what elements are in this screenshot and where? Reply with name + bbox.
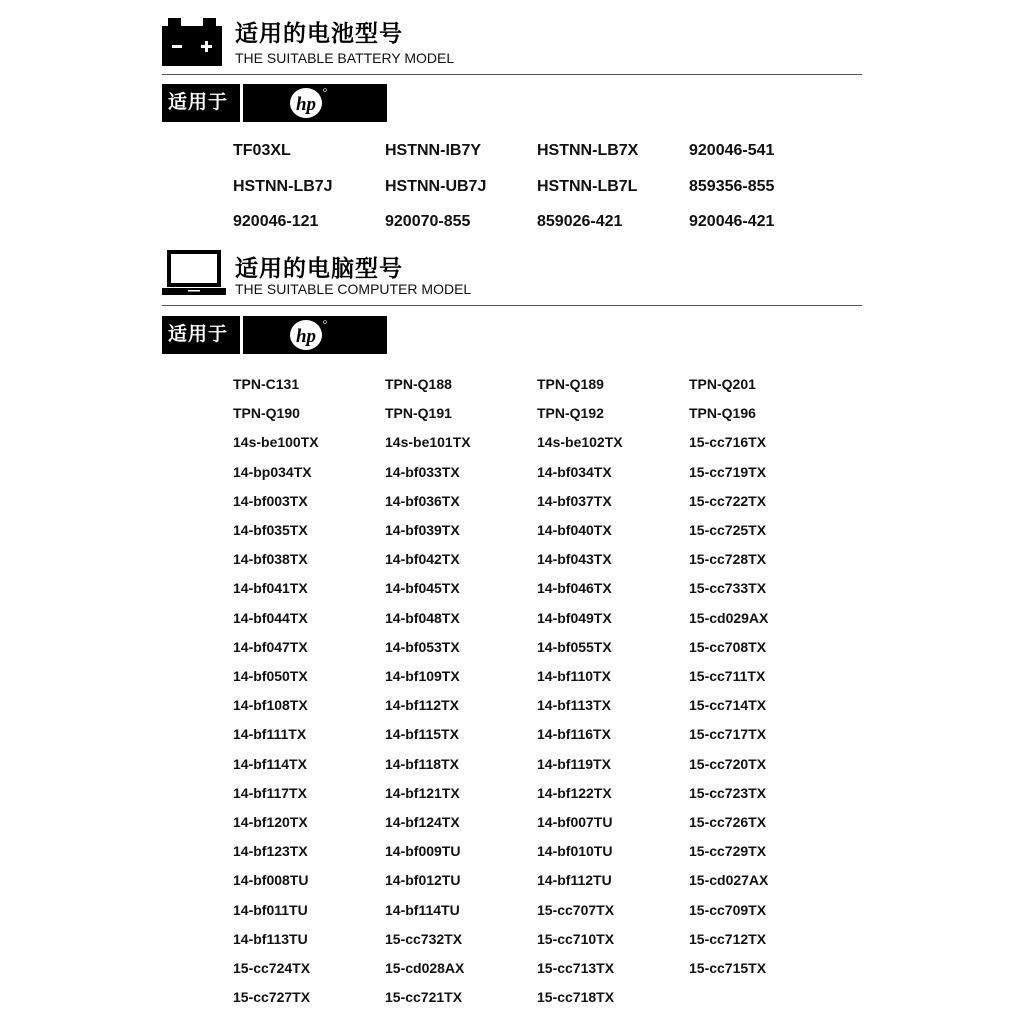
model-cell: 14-bf012TU [385, 872, 461, 889]
model-cell: 14-bf115TX [385, 726, 459, 743]
model-cell: TPN-C131 [233, 376, 300, 392]
model-cell: HSTNN-LB7X [537, 142, 639, 159]
model-cell: 14-bf034TX [537, 463, 612, 480]
model-cell: 15-cd028AX [385, 960, 465, 976]
computer-divider [162, 305, 862, 306]
model-cell: 14-bf042TX [385, 551, 460, 568]
model-cell: HSTNN-LB7L [537, 177, 638, 195]
model-cell: 14-bf010TU [537, 843, 613, 860]
model-cell: 15-cc708TX [689, 638, 767, 655]
model-cell: 14-bf120TX [233, 814, 308, 830]
model-cell: 920070-855 [385, 213, 471, 230]
model-cell: 14-bf011TU [233, 901, 308, 918]
model-cell: TPN-Q189 [537, 376, 604, 392]
computer-title-cn: 适用的电脑型号 [235, 255, 403, 281]
model-cell: 14-bf040TX [537, 522, 612, 538]
model-cell: 920046-121 [233, 213, 319, 230]
laptop-icon [162, 250, 226, 298]
battery-divider [162, 74, 862, 75]
model-cell: 14-bf118TX [385, 755, 459, 772]
hp-logo-text: hp [295, 326, 317, 347]
model-cell: 15-cc725TX [689, 522, 767, 538]
model-cell: 14-bf043TX [537, 551, 612, 568]
model-cell: 920046-541 [689, 142, 775, 159]
model-cell: 15-cc713TX [537, 960, 615, 976]
model-cell: 859356-855 [689, 177, 775, 195]
model-cell: 15-cc715TX [689, 960, 767, 976]
model-cell: 14-bf109TX [385, 668, 460, 684]
model-cell: 14-bf048TX [385, 609, 460, 626]
model-cell: TF03XL [233, 142, 291, 159]
model-cell: 14-bf044TX [233, 609, 308, 626]
model-cell: 14-bf046TX [537, 580, 612, 597]
model-cell: HSTNN-LB7J [233, 177, 333, 195]
model-cell: TPN-Q188 [385, 376, 452, 392]
model-cell: 14-bf003TX [233, 492, 308, 509]
battery-title-cn: 适用的电池型号 [235, 20, 403, 46]
hp-logo-icon [284, 87, 328, 119]
model-cell: TPN-Q201 [689, 376, 756, 392]
model-cell: 14s-be102TX [537, 434, 623, 451]
model-cell: 14-bf114TX [233, 755, 307, 772]
model-cell: 14s-be101TX [385, 434, 471, 451]
model-cell: 14-bf036TX [385, 492, 460, 509]
model-cell: 14-bf007TU [537, 814, 613, 830]
model-cell: 14-bf039TX [385, 522, 460, 538]
model-cell: 15-cc729TX [689, 843, 767, 860]
model-cell: 14-bf112TU [537, 872, 612, 889]
model-cell: 14-bf113TU [233, 930, 308, 947]
model-cell: 14-bf050TX [233, 668, 308, 684]
model-cell: 14-bf033TX [385, 463, 460, 480]
model-cell: HSTNN-UB7J [385, 177, 487, 195]
battery-section-header [162, 14, 862, 76]
model-cell: 15-cc724TX [233, 960, 311, 976]
model-cell: 14-bf009TU [385, 843, 461, 860]
model-cell: 14-bf053TX [385, 638, 460, 655]
model-cell: 15-cc723TX [689, 784, 767, 801]
model-cell: 15-cc721TX [385, 989, 463, 1006]
battery-brand-label: 适用于 [168, 92, 229, 113]
battery-icon [162, 16, 222, 68]
model-cell: 14-bf111TX [233, 726, 307, 743]
model-cell: 15-cc714TX [689, 697, 767, 714]
model-cell: 14-bp034TX [233, 463, 312, 480]
model-cell: 14-bf117TX [233, 784, 307, 801]
model-cell: 14-bf121TX [385, 784, 460, 801]
model-cell: 14-bf055TX [537, 638, 612, 655]
model-cell: TPN-Q196 [689, 405, 756, 422]
battery-brand-bar [162, 84, 387, 122]
model-cell: 14-bf008TU [233, 872, 309, 889]
model-cell: 15-cc711TX [689, 668, 766, 684]
hp-logo-icon [284, 319, 328, 351]
model-cell: 15-cc712TX [689, 930, 767, 947]
model-cell: 15-cc732TX [385, 930, 463, 947]
model-cell: 14-bf110TX [537, 668, 611, 684]
model-cell: 15-cd029AX [689, 609, 769, 626]
model-cell: TPN-Q190 [233, 405, 300, 422]
model-cell: 14s-be100TX [233, 434, 319, 451]
model-cell: 15-cc710TX [537, 930, 615, 947]
model-cell: TPN-Q192 [537, 405, 604, 422]
model-cell: 14-bf119TX [537, 755, 611, 772]
model-cell: 14-bf049TX [537, 609, 612, 626]
model-cell: 15-cc722TX [689, 492, 767, 509]
model-cell: 14-bf114TU [385, 901, 460, 918]
model-cell: 15-cc717TX [689, 726, 767, 743]
model-cell: 14-bf122TX [537, 784, 612, 801]
model-cell: 920046-421 [689, 213, 775, 230]
computer-brand-bar [162, 316, 387, 354]
model-cell: 14-bf035TX [233, 522, 308, 538]
model-cell: 15-cc716TX [689, 434, 767, 451]
model-cell: 15-cc718TX [537, 989, 615, 1006]
model-cell: 15-cc726TX [689, 814, 767, 830]
model-cell: 14-bf123TX [233, 843, 308, 860]
computer-brand-label: 适用于 [168, 324, 229, 345]
model-cell: 14-bf045TX [385, 580, 460, 597]
model-cell: 14-bf047TX [233, 638, 308, 655]
model-cell: 15-cc720TX [689, 755, 767, 772]
model-cell: 14-bf038TX [233, 551, 308, 568]
model-cell: 14-bf116TX [537, 726, 611, 743]
model-cell: HSTNN-IB7Y [385, 142, 482, 159]
model-cell: 15-cc719TX [689, 463, 767, 480]
model-cell: 14-bf041TX [233, 580, 308, 597]
model-cell: 15-cc709TX [689, 901, 767, 918]
battery-title-en: THE SUITABLE BATTERY MODEL [235, 50, 455, 66]
computer-section-header [162, 248, 862, 308]
brand-divider [240, 316, 243, 354]
brand-divider [240, 84, 243, 122]
model-cell: 859026-421 [537, 213, 623, 230]
model-cell: 15-cc733TX [689, 580, 767, 597]
hp-logo-text: hp [295, 94, 317, 115]
model-cell: 14-bf037TX [537, 492, 612, 509]
model-cell: 14-bf124TX [385, 814, 460, 830]
model-cell: 15-cd027AX [689, 872, 769, 889]
model-cell: 14-bf108TX [233, 697, 308, 714]
model-cell: 15-cc727TX [233, 989, 311, 1006]
model-cell: 15-cc707TX [537, 901, 615, 918]
model-cell: 15-cc728TX [689, 551, 767, 568]
model-cell: TPN-Q191 [385, 405, 452, 422]
model-cell: 14-bf113TX [537, 697, 611, 714]
model-cell: 14-bf112TX [385, 697, 459, 714]
computer-title-en: THE SUITABLE COMPUTER MODEL [235, 281, 472, 297]
